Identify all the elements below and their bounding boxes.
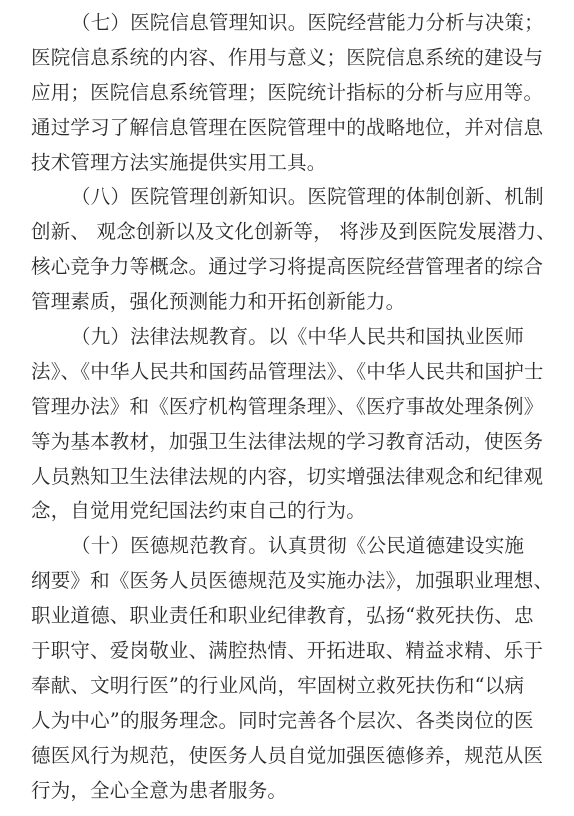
- text-line: 奉献、文明行医”的行业风尚，牢固树立救死扶伤和“以病: [31, 673, 525, 697]
- text-line: 法》、《中华人民共和国药品管理法》、《中华人民共和国护士: [31, 359, 544, 383]
- text-line: 管理办法》和《医疗机构管理条理》、《医疗事故处理条例》: [31, 394, 544, 418]
- text-line: 念，自觉用党纪国法约束自己的行为。: [31, 499, 366, 523]
- paragraph-hospital-information-management: [31, 6, 555, 180]
- text-line: 核心竞争力等概念。通过学习将提高医院经营管理者的综合: [31, 255, 544, 279]
- paragraph-medical-ethics-education: [31, 529, 555, 808]
- text-line: 人为中心”的服务理念。同时完善各个层次、各类岗位的医: [31, 708, 534, 732]
- text-line: 创新、 观念创新以及文化创新等， 将涉及到医院发展潜力、: [31, 220, 556, 244]
- text-line: 技术管理方法实施提供实用工具。: [31, 150, 327, 174]
- text-line: 人员熟知卫生法律法规的内容，切实增强法律观念和纪律观: [31, 464, 544, 488]
- text-line: 德医风行为规范，使医务人员自觉加强医德修养，规范从医: [31, 743, 544, 767]
- text-line: 管理素质，强化预测能力和开拓创新能力。: [31, 290, 406, 314]
- text-line: 医院信息系统的内容、作用与意义；医院信息系统的建设与: [31, 45, 544, 69]
- document-page: [31, 6, 555, 808]
- text-line: 等为基本教材，加强卫生法律法规的学习教育活动，使医务: [31, 429, 544, 453]
- text-line: 行为，全心全意为患者服务。: [31, 778, 288, 802]
- text-line: （九）法律法规教育。以《中华人民共和国执业医师: [71, 325, 525, 349]
- text-line: （十）医德规范教育。认真贯彻《公民道德建设实施: [71, 534, 525, 558]
- paragraph-hospital-management-innovation: [31, 180, 555, 320]
- text-line: 于职守、爱岗敬业、满腔热情、开拓进取、精益求精、乐于: [31, 639, 544, 663]
- text-line: 职业道德、职业责任和职业纪律教育，弘扬“救死扶伤、忠: [31, 604, 534, 628]
- paragraph-laws-and-regulations-education: [31, 320, 555, 529]
- text-line: （八）医院管理创新知识。医院管理的体制创新、机制: [71, 185, 544, 209]
- text-line: 应用；医院信息系统管理；医院统计指标的分析与应用等。: [31, 80, 544, 104]
- text-line: 通过学习了解信息管理在医院管理中的战略地位，并对信息: [31, 115, 544, 139]
- text-line: 纲要》和《医务人员医德规范及实施办法》，加强职业理想、: [31, 569, 554, 593]
- text-line: （七）医院信息管理知识。医院经营能力分析与决策；: [71, 11, 544, 34]
